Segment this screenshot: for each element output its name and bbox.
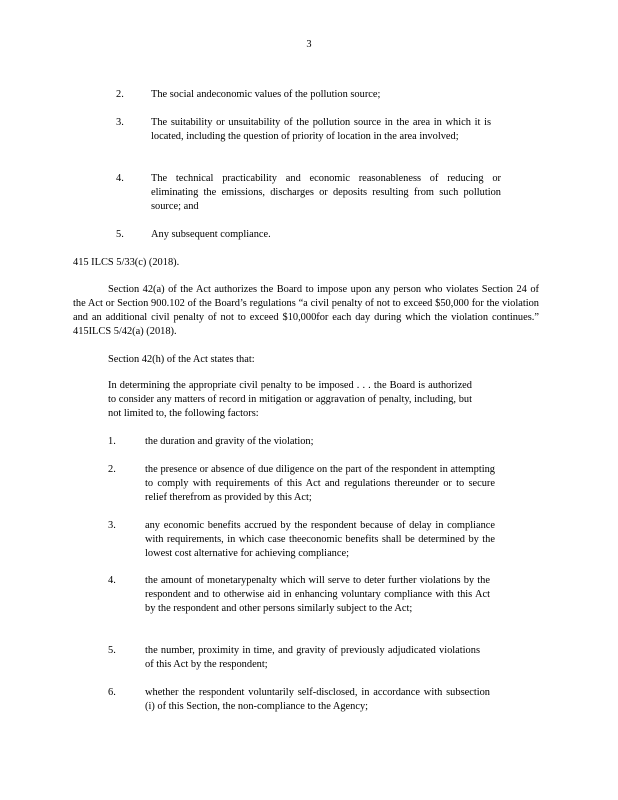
factor-number: 6.: [108, 687, 116, 698]
body-paragraph: [73, 283, 539, 339]
body-paragraph-text: Section 42(a) of the Act authorizes the Board to impose upon any person who violates Section 24 of the Act or Section 900.102 of the Board’s regulations “a civil penalty of not to exceed $50,000 for the violation and an additional civil penalty of not to exceed $10,000for each day during which the violation continues.” 415ILCS 5/42(a) (2018).: [73, 284, 539, 337]
page-number: 3: [306, 39, 312, 50]
list-item-number: 4.: [116, 173, 124, 184]
list-item-number: 2.: [116, 89, 124, 100]
factor-number: 5.: [108, 645, 116, 656]
factor-text: any economic benefits accrued by the respondent because of delay in compliance with requirements, in which case theeconomic benefits shall be determined by the lowest cost alternative for achieving compliance;: [145, 520, 495, 559]
list-item-text: The social andeconomic values of the pollution source;: [151, 89, 381, 100]
statute-citation: 415 ILCS 5/33(c) (2018).: [73, 257, 180, 268]
factor-text: the number, proximity in time, and gravity of previously adjudicated violations of this Act by the respondent;: [145, 645, 480, 670]
factor-number: 3.: [108, 520, 116, 531]
factor-text: the duration and gravity of the violation;: [145, 436, 314, 447]
list-item-number: 5.: [116, 229, 124, 240]
list-item-text: The technical practicability and economic reasonableness of reducing or eliminating the emissions, discharges or deposits resulting from such pollution source; and: [151, 173, 501, 212]
list-item-text: Any subsequent compliance.: [151, 229, 271, 240]
factor-text: the presence or absence of due diligence on the part of the respondent in attempting to comply with requirements of this Act and regulations thereunder or to secure relief therefrom as provided by this Act;: [145, 464, 495, 503]
factor-text: the amount of monetarypenalty which will serve to deter further violations by the respondent and to otherwise aid in enhancing voluntary compliance with this Act by the respondent and other persons similarly subject to the Act;: [145, 575, 490, 614]
quote-intro: In determining the appropriate civil penalty to be imposed . . . the Board is authorized to consider any matters of record in mitigation or aggravation of penalty, including, but not limited to, the following factors:: [108, 380, 472, 419]
factor-number: 1.: [108, 436, 116, 447]
section-intro: Section 42(h) of the Act states that:: [108, 354, 255, 365]
list-item-text: The suitability or unsuitability of the pollution source in the area in which it is located, including the question of priority of location in the area involved;: [151, 117, 491, 142]
list-item-number: 3.: [116, 117, 124, 128]
factor-number: 4.: [108, 575, 116, 586]
factor-number: 2.: [108, 464, 116, 475]
factor-text: whether the respondent voluntarily self-disclosed, in accordance with subsection (i) of this Section, the non-compliance to the Agency;: [145, 687, 490, 712]
